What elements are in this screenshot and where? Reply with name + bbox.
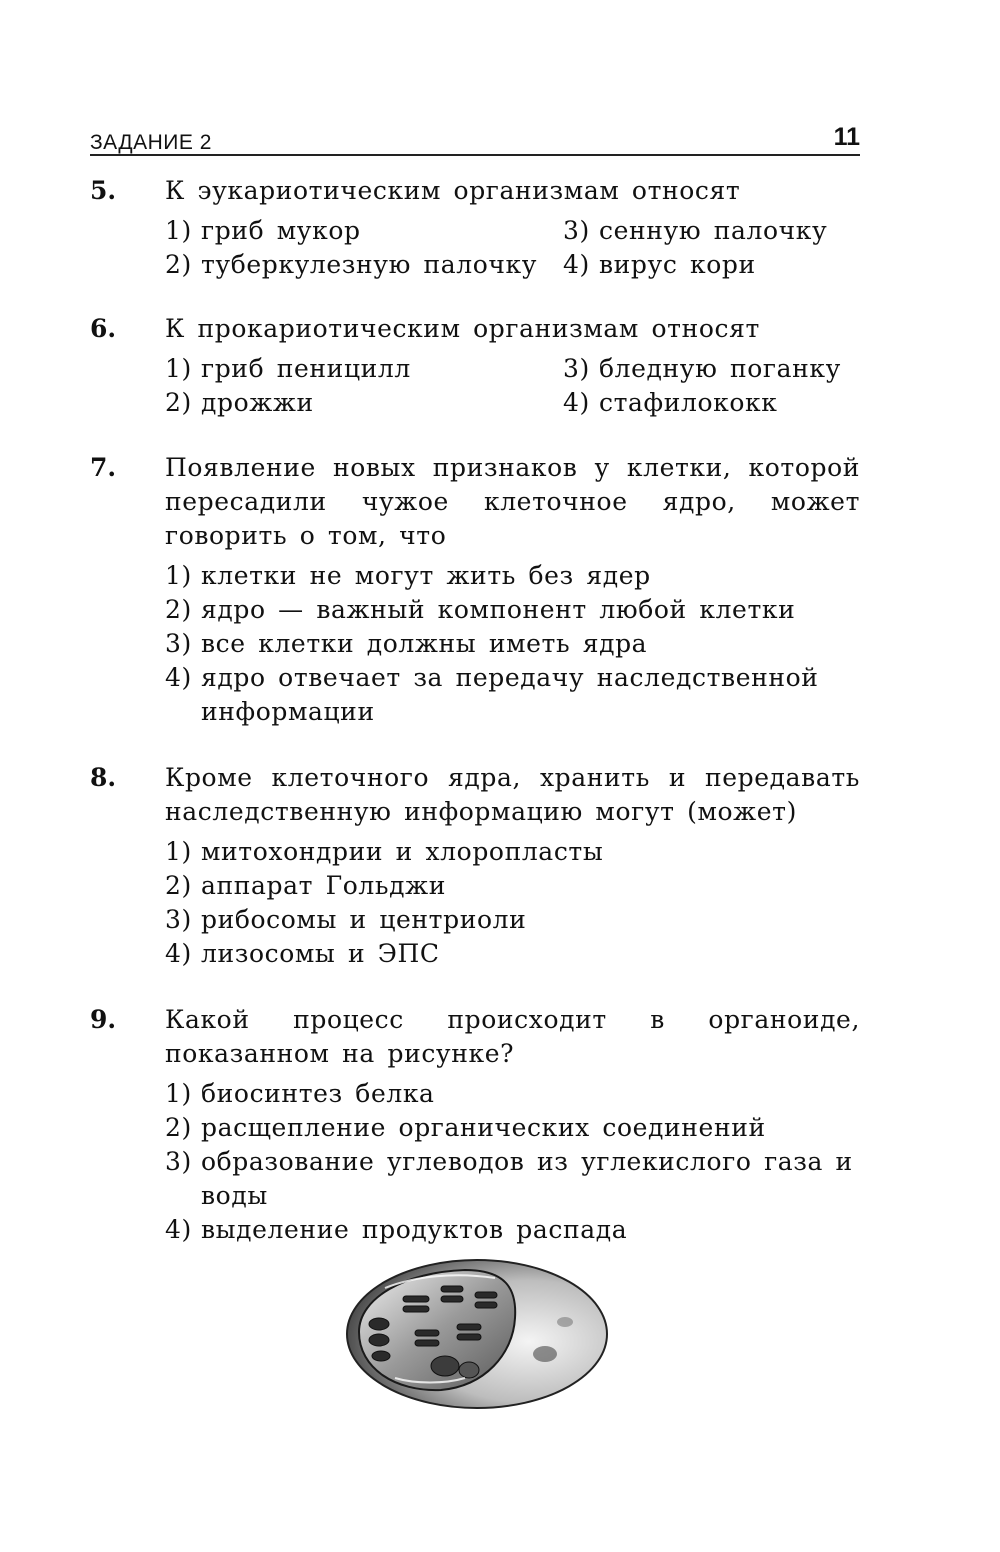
answer-option[interactable]: 4) вирус кори bbox=[563, 250, 756, 279]
answer-options bbox=[165, 559, 860, 729]
question-number: 9. bbox=[90, 1005, 117, 1034]
answer-option[interactable]: 2) туберкулезную палочку bbox=[165, 250, 538, 279]
answer-option[interactable]: 3) рибосомы и центриоли bbox=[165, 905, 527, 934]
page-number: 11 bbox=[833, 123, 860, 151]
question-8 bbox=[90, 761, 860, 971]
section-title: ЗАДАНИЕ 2 bbox=[90, 131, 212, 154]
answer-option[interactable]: 1) клетки не могут жить без ядер bbox=[165, 561, 651, 590]
answer-option[interactable]: 3) образование углеводов из углекислого газа и воды bbox=[165, 1147, 853, 1210]
answer-option[interactable]: 2) дрожжи bbox=[165, 388, 314, 417]
answer-option[interactable]: 4) стафилококк bbox=[563, 388, 778, 417]
answer-option[interactable]: 4) лизосомы и ЭПС bbox=[165, 939, 440, 968]
question-stem: Какой процесс происходит в органоиде, показанном на рисунке? bbox=[165, 1005, 860, 1068]
answer-option[interactable]: 3) сенную палочку bbox=[563, 216, 828, 245]
answer-option[interactable]: 3) бледную поганку bbox=[563, 354, 841, 383]
question-stem: Появление новых признаков у клетки, которой пересадили чужое клеточное ядро, может говорить о том, что bbox=[165, 453, 860, 550]
question-9 bbox=[90, 1003, 860, 1247]
answer-option[interactable]: 1) митохондрии и хлоропласты bbox=[165, 837, 604, 866]
question-5 bbox=[90, 174, 860, 282]
question-stem: К прокариотическим организмам относят bbox=[165, 314, 760, 343]
answer-option[interactable]: 1) гриб мукор bbox=[165, 216, 361, 245]
answer-option[interactable]: 2) ядро — важный компонент любой клетки bbox=[165, 595, 796, 624]
question-stem: Кроме клеточного ядра, хранить и передавать наследственную информацию могут (может) bbox=[165, 763, 860, 826]
answer-option[interactable]: 2) расщепление органических соединений bbox=[165, 1113, 766, 1142]
running-header bbox=[90, 118, 860, 156]
answer-options bbox=[165, 352, 860, 420]
answer-options bbox=[165, 835, 860, 971]
answer-option[interactable]: 1) гриб пеницилл bbox=[165, 354, 411, 383]
question-stem: К эукариотическим организмам относят bbox=[165, 176, 741, 205]
answer-options bbox=[165, 1077, 860, 1247]
question-number: 8. bbox=[90, 763, 117, 792]
question-number: 6. bbox=[90, 314, 117, 343]
question-number: 7. bbox=[90, 453, 117, 482]
answer-option[interactable]: 4) ядро отвечает за передачу наследственной информации bbox=[165, 663, 819, 726]
answer-option[interactable]: 1) биосинтез белка bbox=[165, 1079, 435, 1108]
question-number: 5. bbox=[90, 176, 117, 205]
answer-options bbox=[165, 214, 860, 282]
answer-option[interactable]: 3) все клетки должны иметь ядра bbox=[165, 629, 648, 658]
answer-option[interactable]: 4) выделение продуктов распада bbox=[165, 1215, 628, 1244]
question-6 bbox=[90, 312, 860, 420]
answer-option[interactable]: 2) аппарат Гольджи bbox=[165, 871, 446, 900]
question-7 bbox=[90, 451, 860, 729]
chloroplast-illustration bbox=[345, 1258, 610, 1410]
